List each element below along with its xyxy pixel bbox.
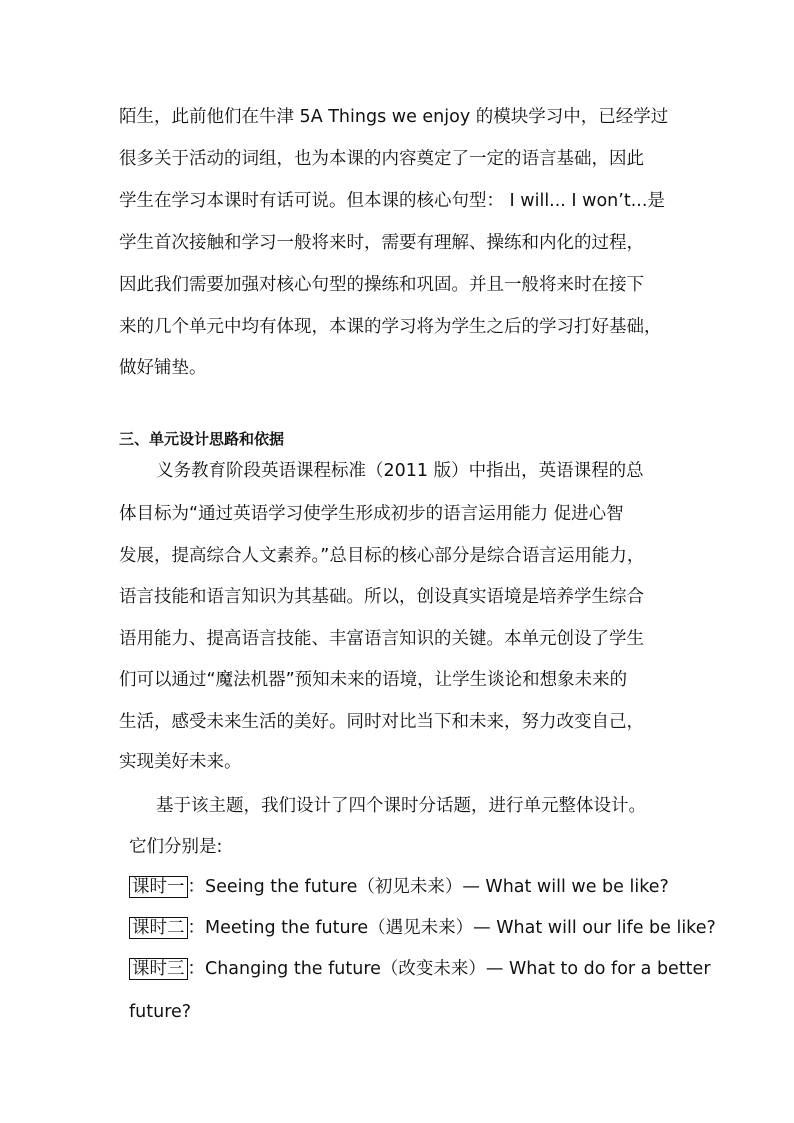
paragraph-line: 做好铺垫。	[119, 358, 207, 378]
paragraph-line: 生活，感受未来生活的美好。同时对比当下和未来，努力改变自己，	[119, 712, 644, 732]
lesson-item	[129, 915, 716, 941]
paragraph-line: 陌生，此前他们在牛津 5A Things we enjoy 的模块学习中，已经学过	[119, 107, 669, 127]
paragraph-line: 发展，提高综合人文素养。”总目标的核心部分是综合语言运用能力，	[119, 546, 645, 566]
lesson-item	[129, 874, 669, 900]
paragraph-line: 它们分别是:	[129, 837, 223, 857]
paragraph-line: 实现美好未来。	[119, 752, 242, 772]
lesson-text: ：Changing the future（改变未来）— What to do for a better	[187, 959, 711, 979]
lesson-item	[129, 956, 711, 982]
paragraph-line: 体目标为“通过英语学习使学生形成初步的语言运用能力 促进心智	[119, 504, 624, 524]
paragraph-line: 语用能力、提高语言技能、丰富语言知识的关键。本单元创设了学生	[119, 629, 644, 649]
paragraph-line: 学生在学习本课时有话可说。但本课的核心句型： I will... I won’t...是	[119, 191, 665, 211]
paragraph-line: 因此我们需要加强对核心句型的操练和巩固。并且一般将来时在接下	[119, 275, 644, 295]
lesson-text: ：Meeting the future（遇见未来）— What will our life be like?	[187, 918, 716, 938]
lesson-label: 课时二	[129, 917, 188, 939]
paragraph-line: 学生首次接触和学习一般将来时，需要有理解、操练和内化的过程，	[119, 233, 644, 253]
section-heading: 三、单元设计思路和依据	[119, 430, 285, 448]
lesson-text-continued: future?	[129, 1002, 192, 1022]
paragraph-line: 们可以通过“魔法机器”预知未来的语境，让学生谈论和想象未来的	[119, 670, 628, 690]
paragraph-line: 基于该主题，我们设计了四个课时分话题，进行单元整体设计。	[156, 796, 646, 816]
paragraph-line: 义务教育阶段英语课程标准（2011 版）中指出，英语课程的总	[156, 461, 644, 481]
paragraph-line: 语言技能和语言知识为其基础。所以，创设真实语境是培养学生综合	[119, 587, 644, 607]
paragraph-line: 很多关于活动的词组，也为本课的内容奠定了一定的语言基础，因此	[119, 149, 644, 169]
lesson-label: 课时三	[129, 958, 188, 980]
lesson-text: ：Seeing the future（初见未来）— What will we be like?	[187, 877, 669, 897]
lesson-label: 课时一	[129, 876, 188, 898]
paragraph-line: 来的几个单元中均有体现，本课的学习将为学生之后的学习打好基础，	[119, 317, 662, 337]
